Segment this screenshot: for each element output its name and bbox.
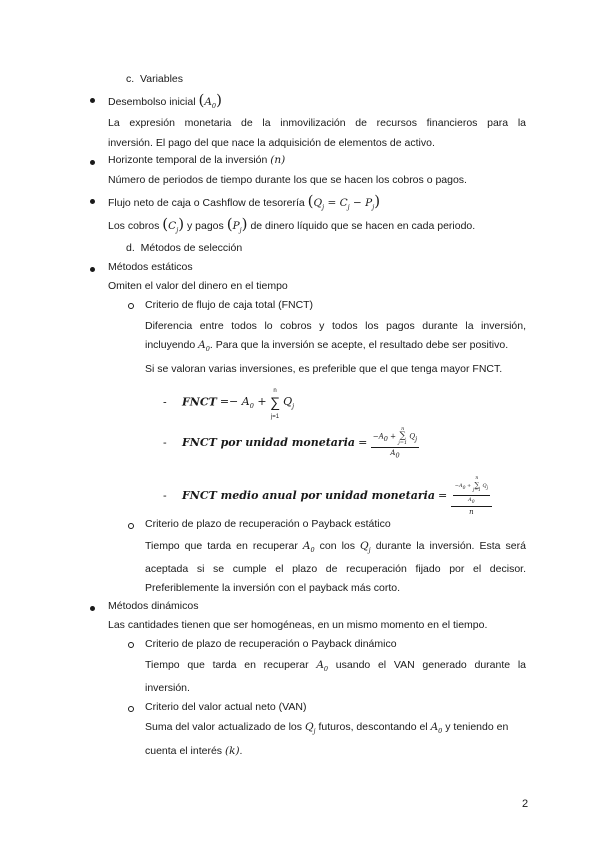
fnct-line1: Diferencia entre todos lo cobros y todos los pagos durante la inversión, xyxy=(145,320,526,332)
desembolso-desc-line2: inversión. El pago del que nace la adquisición de elementos de activo. xyxy=(108,137,435,149)
payback-dinamico-title: Criterio de plazo de recuperación o Payback dinámico xyxy=(145,638,397,650)
formula-fnct-unidad: - FNCT por unidad monetaria = $-A_0 + n$ ∑ j=1 $Q_j$ $A_0$ xyxy=(163,426,418,460)
desembolso-desc-line1: La expresión monetaria de la inmovilización de recursos financieros para la xyxy=(108,117,526,129)
page-number: 2 xyxy=(522,798,529,810)
payback-estatico-title: Criterio de plazo de recuperación o Payback estático xyxy=(145,518,391,530)
desembolso-title: Desembolso inicial xyxy=(108,96,196,108)
symbol-n: (n) xyxy=(270,154,286,166)
bullet xyxy=(90,98,95,103)
van-line2: cuenta el interés (k). xyxy=(145,745,243,757)
list-label: Métodos de selección xyxy=(140,242,243,254)
list-marker: c. xyxy=(126,73,135,85)
flujo-heading xyxy=(108,192,380,211)
list-item-c xyxy=(126,73,183,85)
flujo-desc: Los cobros $(C_j)$ y pagos $(P_j)$ de dinero líquido que se hacen en cada periodo. xyxy=(108,215,476,235)
formula-fnct-medio: - FNCT medio anual por unidad monetaria = $-A_0 + n$ ∑ j=1 $Q_j$ $A_0$ n xyxy=(163,477,492,516)
payback-estatico-line1: Tiempo que tarda en recuperar $A_0$ con los $Q_j$ durante la inversión. Esta será xyxy=(145,540,526,555)
circle-bullet xyxy=(128,706,134,712)
symbol-A: A xyxy=(204,96,212,108)
estaticos-desc: Omiten el valor del dinero en el tiempo xyxy=(108,280,288,292)
fnct-title: Criterio de flujo de caja total (FNCT) xyxy=(145,299,314,311)
horizonte-desc: Número de periodos de tiempo durante los que se hacen los cobros o pagos. xyxy=(108,174,467,186)
circle-bullet xyxy=(128,523,134,529)
payback-estatico-line2: aceptada si se cumple el plazo de recuperación fijado por el decisor. xyxy=(145,563,526,575)
list-item-d xyxy=(126,242,242,254)
estaticos-title: Métodos estáticos xyxy=(108,261,193,273)
horizonte-heading xyxy=(108,154,285,166)
payback-dinamico-line2: inversión. xyxy=(145,682,190,694)
circle-bullet xyxy=(128,303,134,309)
flujo-formula: $(Q_j = C_j - P_j)$ xyxy=(307,192,381,212)
payback-estatico-line3: Preferiblemente la inversión con el payback más corto. xyxy=(145,582,401,594)
fnct-line2: incluyendo $A_0$. Para que la inversión se acepte, el resultado debe ser positivo. xyxy=(145,339,509,354)
list-label: Variables xyxy=(140,73,184,85)
flujo-title: Flujo neto de caja o Cashflow de tesorería xyxy=(108,197,305,209)
van-line1: Suma del valor actualizado de los $Q_j$ futuros, descontando el $A_0$ y teniendo en xyxy=(145,721,509,736)
list-marker: d. xyxy=(126,242,135,254)
van-title: Criterio del valor actual neto (VAN) xyxy=(145,701,307,713)
dinamicos-desc: Las cantidades tienen que ser homogéneas, en un mismo momento en el tiempo. xyxy=(108,619,488,631)
bullet xyxy=(90,160,95,165)
formula-fnct: - FNCT =− $A_0 + n$ ∑ j=1 $Q_j$ xyxy=(163,388,295,420)
bullet xyxy=(90,267,95,272)
bullet xyxy=(90,606,95,611)
desembolso-heading: Desembolso inicial $(A_0)$ xyxy=(108,91,222,111)
dinamicos-title: Métodos dinámicos xyxy=(108,600,199,612)
horizonte-title: Horizonte temporal de la inversión xyxy=(108,154,268,166)
circle-bullet xyxy=(128,642,134,648)
payback-dinamico-line1: Tiempo que tarda en recuperar $A_0$ usando el VAN generado durante la xyxy=(145,659,526,674)
fnct-line3: Si se valoran varias inversiones, es preferible que el que tenga mayor FNCT. xyxy=(145,363,503,375)
bullet xyxy=(90,199,95,204)
